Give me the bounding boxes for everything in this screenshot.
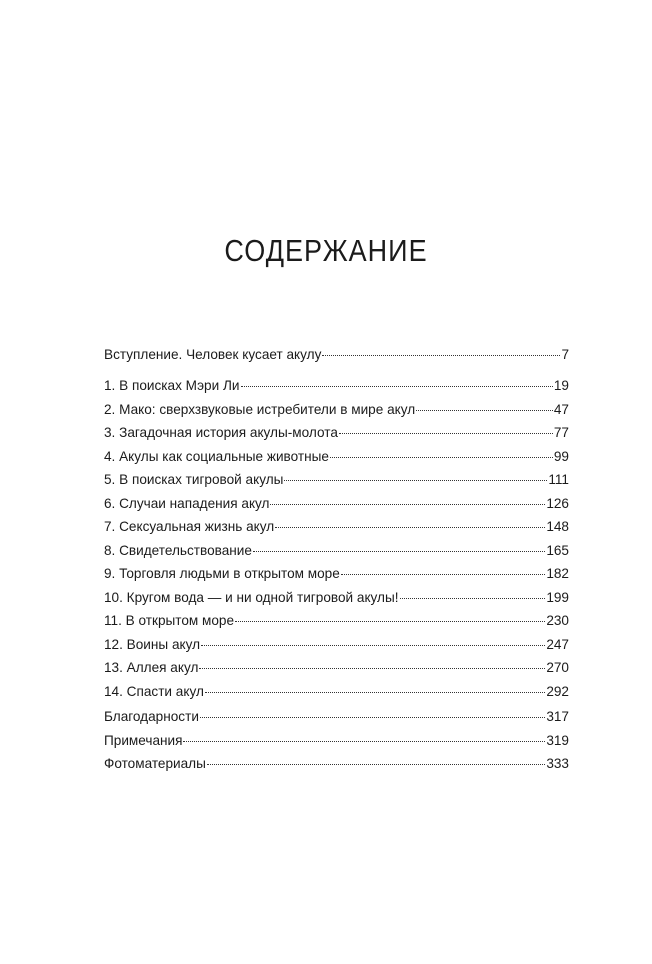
toc-entry-title: 8. Свидетельствование xyxy=(104,542,252,558)
toc-entry xyxy=(104,586,569,610)
toc-entry-title: 9. Торговля людьми в открытом море xyxy=(104,566,340,581)
toc-entry xyxy=(104,445,569,469)
page-title: СОДЕРЖАНИЕ xyxy=(224,234,428,268)
dot-leader xyxy=(201,645,545,646)
toc-entry-title: 14. Спасти акул xyxy=(104,683,204,699)
toc-entry xyxy=(104,492,569,516)
toc-entry-title: 1. В поисках Мэри Ли xyxy=(104,378,240,393)
toc-entry-page-number: 7 xyxy=(561,347,569,362)
toc-entry xyxy=(104,539,569,563)
toc-entry-title: Фотоматериалы xyxy=(104,756,206,771)
toc-intro-list xyxy=(104,343,569,367)
toc-entry xyxy=(104,656,569,680)
toc-entry-page-number: 111 xyxy=(548,472,569,487)
dot-leader xyxy=(339,433,553,434)
toc-entry xyxy=(104,752,569,776)
toc-entry xyxy=(104,633,569,657)
toc-entry-title: 13. Аллея акул xyxy=(104,660,199,675)
toc-entry-page-number: 148 xyxy=(546,519,569,534)
dot-leader xyxy=(322,355,560,356)
toc-chapters-list xyxy=(104,374,569,703)
toc-entry-title: 10. Кругом вода — и ни одной тигровой акулы! xyxy=(104,589,399,605)
toc-entry xyxy=(104,705,569,729)
toc-entry-title: 11. В открытом море xyxy=(104,613,235,628)
toc-entry-page-number: 247 xyxy=(546,636,569,652)
toc-entry-page-number: 319 xyxy=(546,732,569,748)
dot-leader xyxy=(205,692,545,693)
dot-leader xyxy=(270,504,545,505)
toc-back-matter-list xyxy=(104,705,569,776)
dot-leader xyxy=(330,457,553,458)
toc-entry-title: Примечания xyxy=(104,732,183,748)
toc-entry-title: 6. Случаи нападения акул xyxy=(104,495,270,511)
toc-entry-page-number: 47 xyxy=(553,401,569,417)
toc-entry-page-number: 230 xyxy=(546,613,569,628)
toc-entry-page-number: 270 xyxy=(546,660,569,675)
toc-entry-page-number: 19 xyxy=(553,378,569,393)
toc-entry-title: 7. Сексуальная жизнь акул xyxy=(104,519,275,534)
dot-leader xyxy=(275,527,545,528)
dot-leader xyxy=(207,764,545,765)
toc-entry xyxy=(104,343,569,367)
toc-entry-page-number: 165 xyxy=(546,542,569,558)
dot-leader xyxy=(400,598,546,599)
toc-entry-title: 2. Мако: сверхзвуковые истребители в мире акул xyxy=(104,401,416,417)
toc-entry-title: 5. В поисках тигровой акулы xyxy=(104,472,284,487)
toc-entry xyxy=(104,374,569,398)
toc-entry-page-number: 126 xyxy=(546,495,569,511)
toc-entry-page-number: 199 xyxy=(546,589,569,605)
toc-entry xyxy=(104,562,569,586)
toc-entry-title: 4. Акулы как социальные животные xyxy=(104,448,329,464)
dot-leader xyxy=(341,574,546,575)
dot-leader xyxy=(416,410,553,411)
toc-entry xyxy=(104,729,569,753)
toc-entry xyxy=(104,515,569,539)
toc-entry xyxy=(104,468,569,492)
toc-entry-page-number: 99 xyxy=(553,448,569,464)
toc-entry-page-number: 317 xyxy=(546,709,569,724)
toc-entry-title: 3. Загадочная история акулы-молота xyxy=(104,425,338,440)
dot-leader xyxy=(200,717,545,718)
toc-entry xyxy=(104,609,569,633)
toc-entry xyxy=(104,398,569,422)
toc-entry xyxy=(104,421,569,445)
dot-leader xyxy=(241,386,553,387)
toc-entry-title: Вступление. Человек кусает акулу xyxy=(104,347,322,362)
toc-entry-page-number: 333 xyxy=(546,756,569,771)
dot-leader xyxy=(253,551,545,552)
toc-entry-page-number: 292 xyxy=(546,683,569,699)
dot-leader xyxy=(284,480,547,481)
dot-leader xyxy=(235,621,545,622)
toc-entry xyxy=(104,680,569,704)
toc-entry-title: Благодарности xyxy=(104,709,199,724)
dot-leader xyxy=(199,668,545,669)
dot-leader xyxy=(183,741,545,742)
toc-entry-page-number: 77 xyxy=(553,425,569,440)
toc-entry-page-number: 182 xyxy=(546,566,569,581)
toc-entry-title: 12. Воины акул xyxy=(104,636,201,652)
